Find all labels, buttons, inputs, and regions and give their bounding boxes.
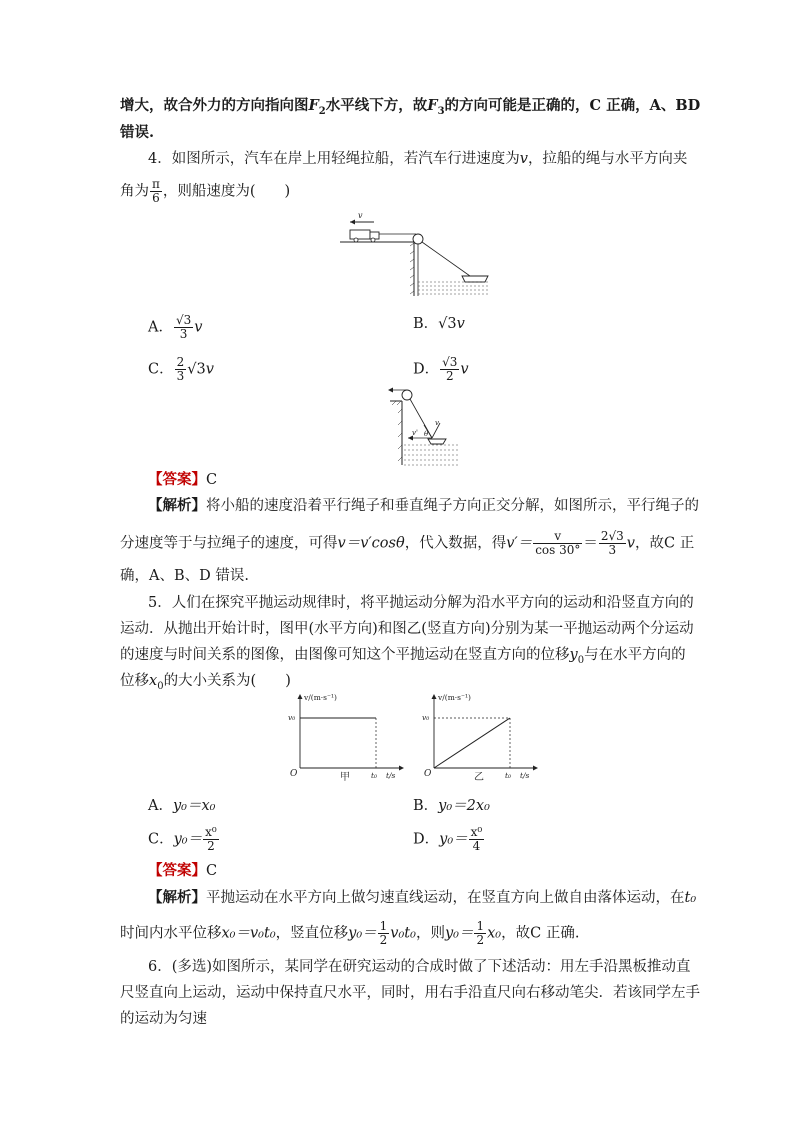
q4-analysis-line2 (120, 530, 694, 557)
text-segment: 的大小关系为( ) (163, 673, 291, 689)
y-axis-label: v/(m·s⁻¹) (438, 693, 471, 702)
q5-stem-line3 (120, 645, 686, 671)
option-value: √3 (438, 316, 457, 332)
tick-label-t0: t₀ (505, 771, 512, 780)
option-label: A． (148, 319, 173, 336)
numerator: x⁰ (470, 825, 483, 839)
fraction (203, 826, 219, 853)
var-v: v (205, 361, 214, 378)
text-segment: 位移 (120, 673, 149, 689)
var-v: v (626, 535, 635, 552)
text-segment: 的速度与时间关系的图像，由图像可知这个平抛运动在竖直方向的位移 (120, 647, 570, 663)
var-y: y (569, 647, 578, 663)
option-label: C． (148, 361, 174, 378)
denominator: cos 30° (535, 543, 581, 557)
answer-value: C (206, 863, 218, 879)
equation: x₀＝v₀t₀ (221, 925, 276, 942)
text-segment: 增大，故合外力的方向指向图 (120, 97, 309, 114)
var-v: v (519, 151, 528, 167)
car-cab (370, 232, 379, 239)
text-line: 错误. (120, 124, 155, 141)
denominator: 4 (472, 839, 481, 853)
option-label: C． (148, 831, 174, 848)
numerator: 1 (379, 919, 388, 933)
chart-yi (416, 690, 546, 782)
text-segment: 与在水平方向的 (584, 647, 686, 663)
car-body (350, 230, 370, 239)
label-theta: θ (424, 430, 429, 438)
subscript: 0 (157, 680, 164, 692)
y-axis-arrow-icon (432, 694, 437, 699)
equation: y₀＝ (444, 925, 474, 942)
series-line (434, 718, 510, 768)
q4-answer (148, 470, 217, 490)
q4-stem-line1 (148, 149, 687, 169)
numerator: x⁰ (205, 825, 217, 839)
subscript: 3 (437, 105, 445, 117)
denominator: 2 (379, 933, 388, 947)
text-segment: 平抛运动在水平方向上做匀速直线运动，在竖直方向上做自由落体运动，在 (206, 890, 685, 906)
boat-icon (428, 439, 446, 444)
numerator: v (533, 530, 582, 544)
chart-title: 甲 (340, 772, 350, 782)
velocity-decomposition-figure (388, 383, 468, 469)
option-label: D． (413, 361, 440, 378)
text-segment: 分速度等于与拉绳子的速度，可得 (120, 535, 338, 552)
denominator: 2 (476, 933, 485, 947)
wheel-icon (354, 238, 358, 242)
text-segment: ，则船速度为( ) (162, 183, 291, 200)
q6-stem-line2: 尺竖直向上运动，运动中保持直尺水平，同时，用右手沿直尺向右移动笔尖．若该同学左手 (120, 985, 700, 1001)
denominator: 2 (207, 839, 215, 853)
q4-stem-line2 (120, 178, 290, 205)
fraction (533, 530, 582, 557)
fraction (150, 178, 162, 205)
equation: x₀ (487, 925, 502, 942)
numerator: 2 (176, 355, 185, 369)
denominator: 3 (608, 543, 617, 557)
equation: v₀t₀ (390, 925, 416, 942)
label-v: v (435, 419, 439, 427)
q4-option-b[interactable] (413, 314, 465, 334)
text-segment: 的方向可能是正确的，C 正确，A、BD (444, 97, 701, 114)
q5-analysis-line2 (120, 920, 579, 947)
fraction (174, 314, 193, 341)
numerator: π (152, 177, 160, 191)
var-v: v (460, 361, 469, 378)
text-segment: ，竖直位移 (275, 925, 349, 942)
fraction (469, 826, 485, 853)
q5-option-a[interactable] (148, 796, 215, 816)
q4-option-c[interactable] (148, 356, 214, 383)
option-value: y₀＝ (439, 831, 468, 848)
chart-jia (282, 690, 412, 782)
answer-tag: 【答案】 (148, 862, 206, 879)
answer-tag: 【答案】 (148, 471, 206, 488)
option-value: y₀＝2x₀ (438, 798, 490, 814)
numerator: √3 (442, 355, 458, 369)
var-f: F (427, 97, 438, 114)
equation: y₀＝ (348, 925, 377, 942)
text-segment: ，故C 正 (635, 535, 695, 552)
text-segment: ，故C 正确. (501, 925, 580, 942)
q5-stem-line1: 5．人们在探究平抛运动规律时，将平抛运动分解为沿水平方向的运动和沿竖直方向的 (148, 595, 694, 611)
option-label: A． (148, 798, 173, 814)
text-segment: 角为 (120, 183, 149, 200)
q5-option-c[interactable] (148, 826, 220, 853)
pulley-icon (402, 390, 412, 400)
text-segment: ＝ (583, 535, 598, 552)
q4-analysis-line1 (148, 496, 699, 516)
tick-label-v0: v₀ (288, 713, 296, 722)
q5-option-b[interactable] (413, 796, 490, 816)
option-label: D． (413, 831, 440, 848)
q5-stem-line4 (120, 671, 291, 697)
fraction (599, 530, 626, 557)
option-label: B． (413, 798, 439, 814)
text-segment: ，则 (415, 925, 445, 942)
text-segment: 水平线下方，故 (325, 97, 428, 114)
var-t0: t₀ (684, 890, 697, 906)
x-axis-label: t/s (386, 771, 396, 780)
answer-value: C (206, 472, 218, 488)
equation: v＝v′cosθ (337, 535, 405, 552)
denominator: 6 (152, 191, 160, 205)
q4-analysis-line3: 确，A、B、D 错误. (120, 568, 249, 584)
q6-stem-line3: 的运动为匀速 (120, 1011, 207, 1027)
var-v: v (194, 319, 203, 336)
option-value: y₀＝ (173, 831, 203, 848)
analysis-tag: 【解析】 (148, 497, 206, 514)
origin-label: O (424, 769, 432, 779)
text-segment: 将小船的速度沿着平行绳子和垂直绳子方向正交分解，如图所示，平行绳子的 (206, 498, 699, 514)
y-axis-arrow-icon (298, 694, 303, 699)
denominator: 3 (176, 369, 185, 383)
equation: v′＝ (506, 535, 533, 552)
chart-title: 乙 (474, 772, 484, 782)
denominator: 3 (179, 327, 188, 341)
wheel-icon (371, 238, 375, 242)
boat-icon (462, 276, 488, 282)
q5-answer (148, 861, 217, 881)
var-x: x (149, 673, 158, 689)
fraction (175, 356, 187, 383)
option-label: B． (413, 316, 439, 332)
text-segment: 时间内水平位移 (120, 925, 222, 942)
q4-option-a[interactable] (148, 314, 202, 341)
numerator: 2√3 (600, 529, 624, 543)
arrow-head-icon (350, 220, 355, 225)
text-segment: ，代入数据，得 (404, 535, 507, 552)
subscript: 0 (577, 654, 585, 666)
text-segment: ，拉船的绳与水平方向夹 (527, 151, 688, 167)
fraction (474, 920, 486, 947)
x-axis-arrow-icon (533, 766, 538, 771)
option-value: √3 (187, 361, 206, 378)
rope-slanted (422, 242, 470, 276)
analysis-tag: 【解析】 (148, 889, 206, 906)
option-value: y₀＝x₀ (172, 798, 216, 814)
q6-stem-line1: 6．(多选)如图所示，某同学在研究运动的合成时做了下述活动：用左手沿黑板推动直 (148, 959, 691, 975)
subscript: 2 (318, 105, 326, 117)
q5-option-d[interactable] (413, 826, 485, 853)
y-axis-label: v/(m·s⁻¹) (304, 693, 337, 702)
velocity-label: v (358, 211, 363, 220)
q5-analysis-line1 (148, 888, 696, 908)
text-line (120, 96, 700, 122)
var-f: F (308, 97, 319, 114)
q5-stem-line2: 运动．从抛出开始计时，图甲(水平方向)和图乙(竖直方向)分别为某一平抛运动两个分运动 (120, 621, 694, 637)
arrow-head-icon (388, 388, 393, 393)
x-axis-label: t/s (520, 771, 530, 780)
numerator: 1 (476, 919, 485, 933)
q4-option-d[interactable] (413, 356, 469, 383)
fraction (440, 356, 459, 383)
denominator: 2 (445, 369, 454, 383)
tick-label-v0: v₀ (422, 713, 430, 722)
fraction (378, 920, 390, 947)
var-v: v (456, 316, 465, 332)
tick-label-t0: t₀ (371, 771, 378, 780)
x-axis-arrow-icon (399, 766, 404, 771)
origin-label: O (290, 769, 298, 779)
label-v-prime: v' (412, 429, 418, 437)
numerator: √3 (175, 313, 192, 327)
car-boat-figure (330, 206, 500, 298)
text-segment: 4．如图所示，汽车在岸上用轻绳拉船，若汽车行进速度为 (148, 151, 520, 167)
